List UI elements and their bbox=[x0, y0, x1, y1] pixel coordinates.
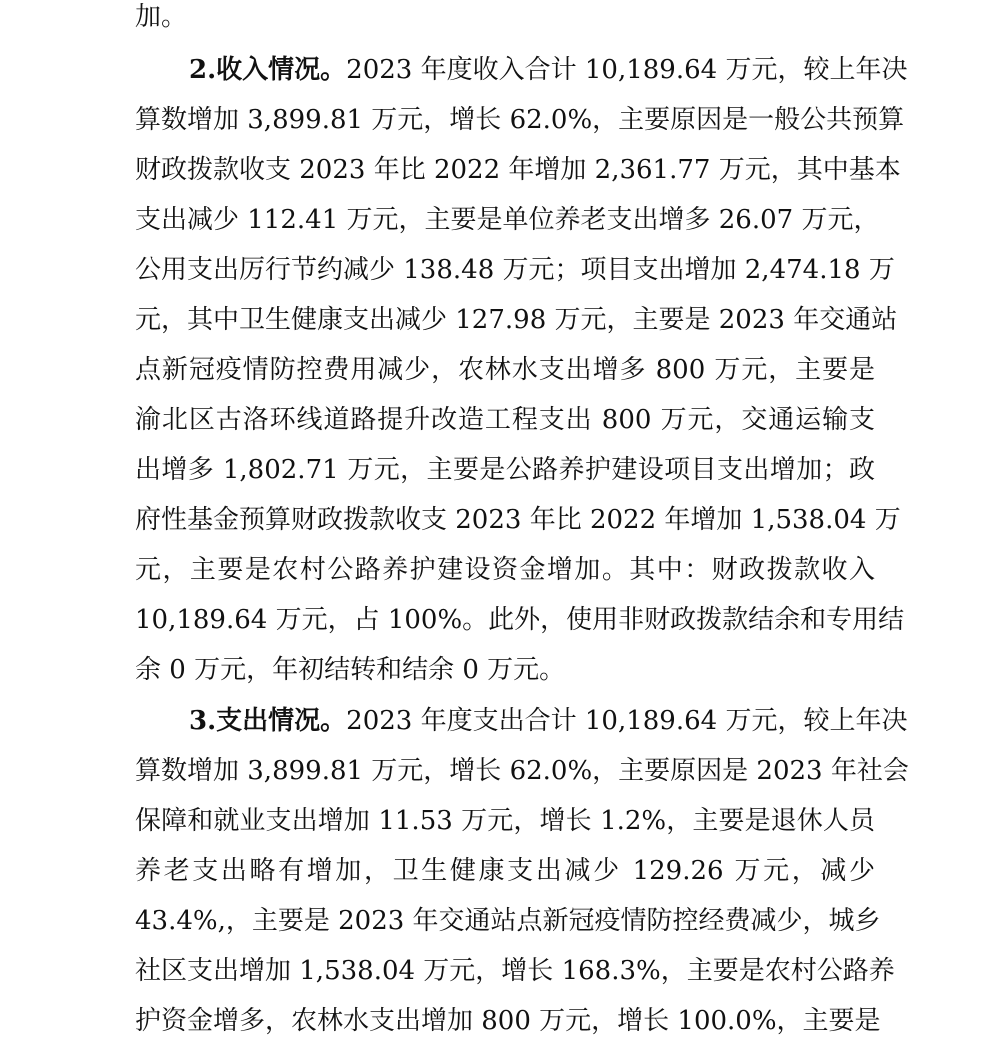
income-line: 出增多 1,802.71 万元，主要是公路养护建设项目支出增加；政 bbox=[135, 455, 875, 485]
income-line: 点新冠疫情防控费用减少，农林水支出增多 800 万元，主要是 bbox=[135, 355, 875, 385]
expenditure-line: 43.4%,，主要是 2023 年交通站点新冠疫情防控经费减少，城乡 bbox=[135, 906, 881, 936]
income-line: 财政拨款收支 2023 年比 2022 年增加 2,361.77 万元，其中基本 bbox=[135, 155, 901, 185]
expenditure-line: 社区支出增加 1,538.04 万元，增长 168.3%，主要是农村公路养 bbox=[135, 956, 895, 986]
income-line: 10,189.64 万元，占 100%。此外，使用非财政拨款结余和专用结 bbox=[135, 605, 905, 635]
expenditure-line: 算数增加 3,899.81 万元，增长 62.0%，主要原因是 2023 年社会 bbox=[135, 756, 909, 786]
expenditure-heading: 3.支出情况。 bbox=[189, 706, 347, 736]
income-line: 公用支出厉行节约减少 138.48 万元；项目支出增加 2,474.18 万 bbox=[135, 255, 895, 285]
income-line: 算数增加 3,899.81 万元，增长 62.0%，主要原因是一般公共预算 bbox=[135, 105, 905, 135]
income-line: 元，主要是农村公路养护建设资金增加。其中：财政拨款收入 bbox=[135, 555, 875, 585]
expenditure-first-line-text: 2023 年度支出合计 10,189.64 万元，较上年决 bbox=[346, 706, 908, 736]
income-line: 渝北区古洛环线道路提升改造工程支出 800 万元，交通运输支 bbox=[135, 405, 875, 435]
expenditure-line: 保障和就业支出增加 11.53 万元，增长 1.2%，主要是退休人员 bbox=[135, 806, 875, 836]
income-first-line bbox=[135, 45, 908, 95]
income-line: 余 0 万元，年初结转和结余 0 万元。 bbox=[135, 655, 566, 685]
income-line: 元，其中卫生健康支出减少 127.98 万元，主要是 2023 年交通站 bbox=[135, 305, 898, 335]
income-line: 府性基金预算财政拨款收支 2023 年比 2022 年增加 1,538.04 万 bbox=[135, 505, 901, 535]
paragraph-fragment-line: 加。 bbox=[135, 2, 188, 32]
income-line: 支出减少 112.41 万元，主要是单位养老支出增多 26.07 万元， bbox=[135, 205, 880, 235]
expenditure-line: 养老支出略有增加，卫生健康支出减少 129.26 万元，减少 bbox=[135, 856, 875, 886]
expenditure-first-line bbox=[135, 696, 908, 746]
expenditure-line: 护资金增多，农林水支出增加 800 万元，增长 100.0%，主要是 bbox=[135, 1006, 881, 1036]
income-first-line-text: 2023 年度收入合计 10,189.64 万元，较上年决 bbox=[346, 55, 908, 85]
income-heading: 2.收入情况。 bbox=[189, 55, 347, 85]
